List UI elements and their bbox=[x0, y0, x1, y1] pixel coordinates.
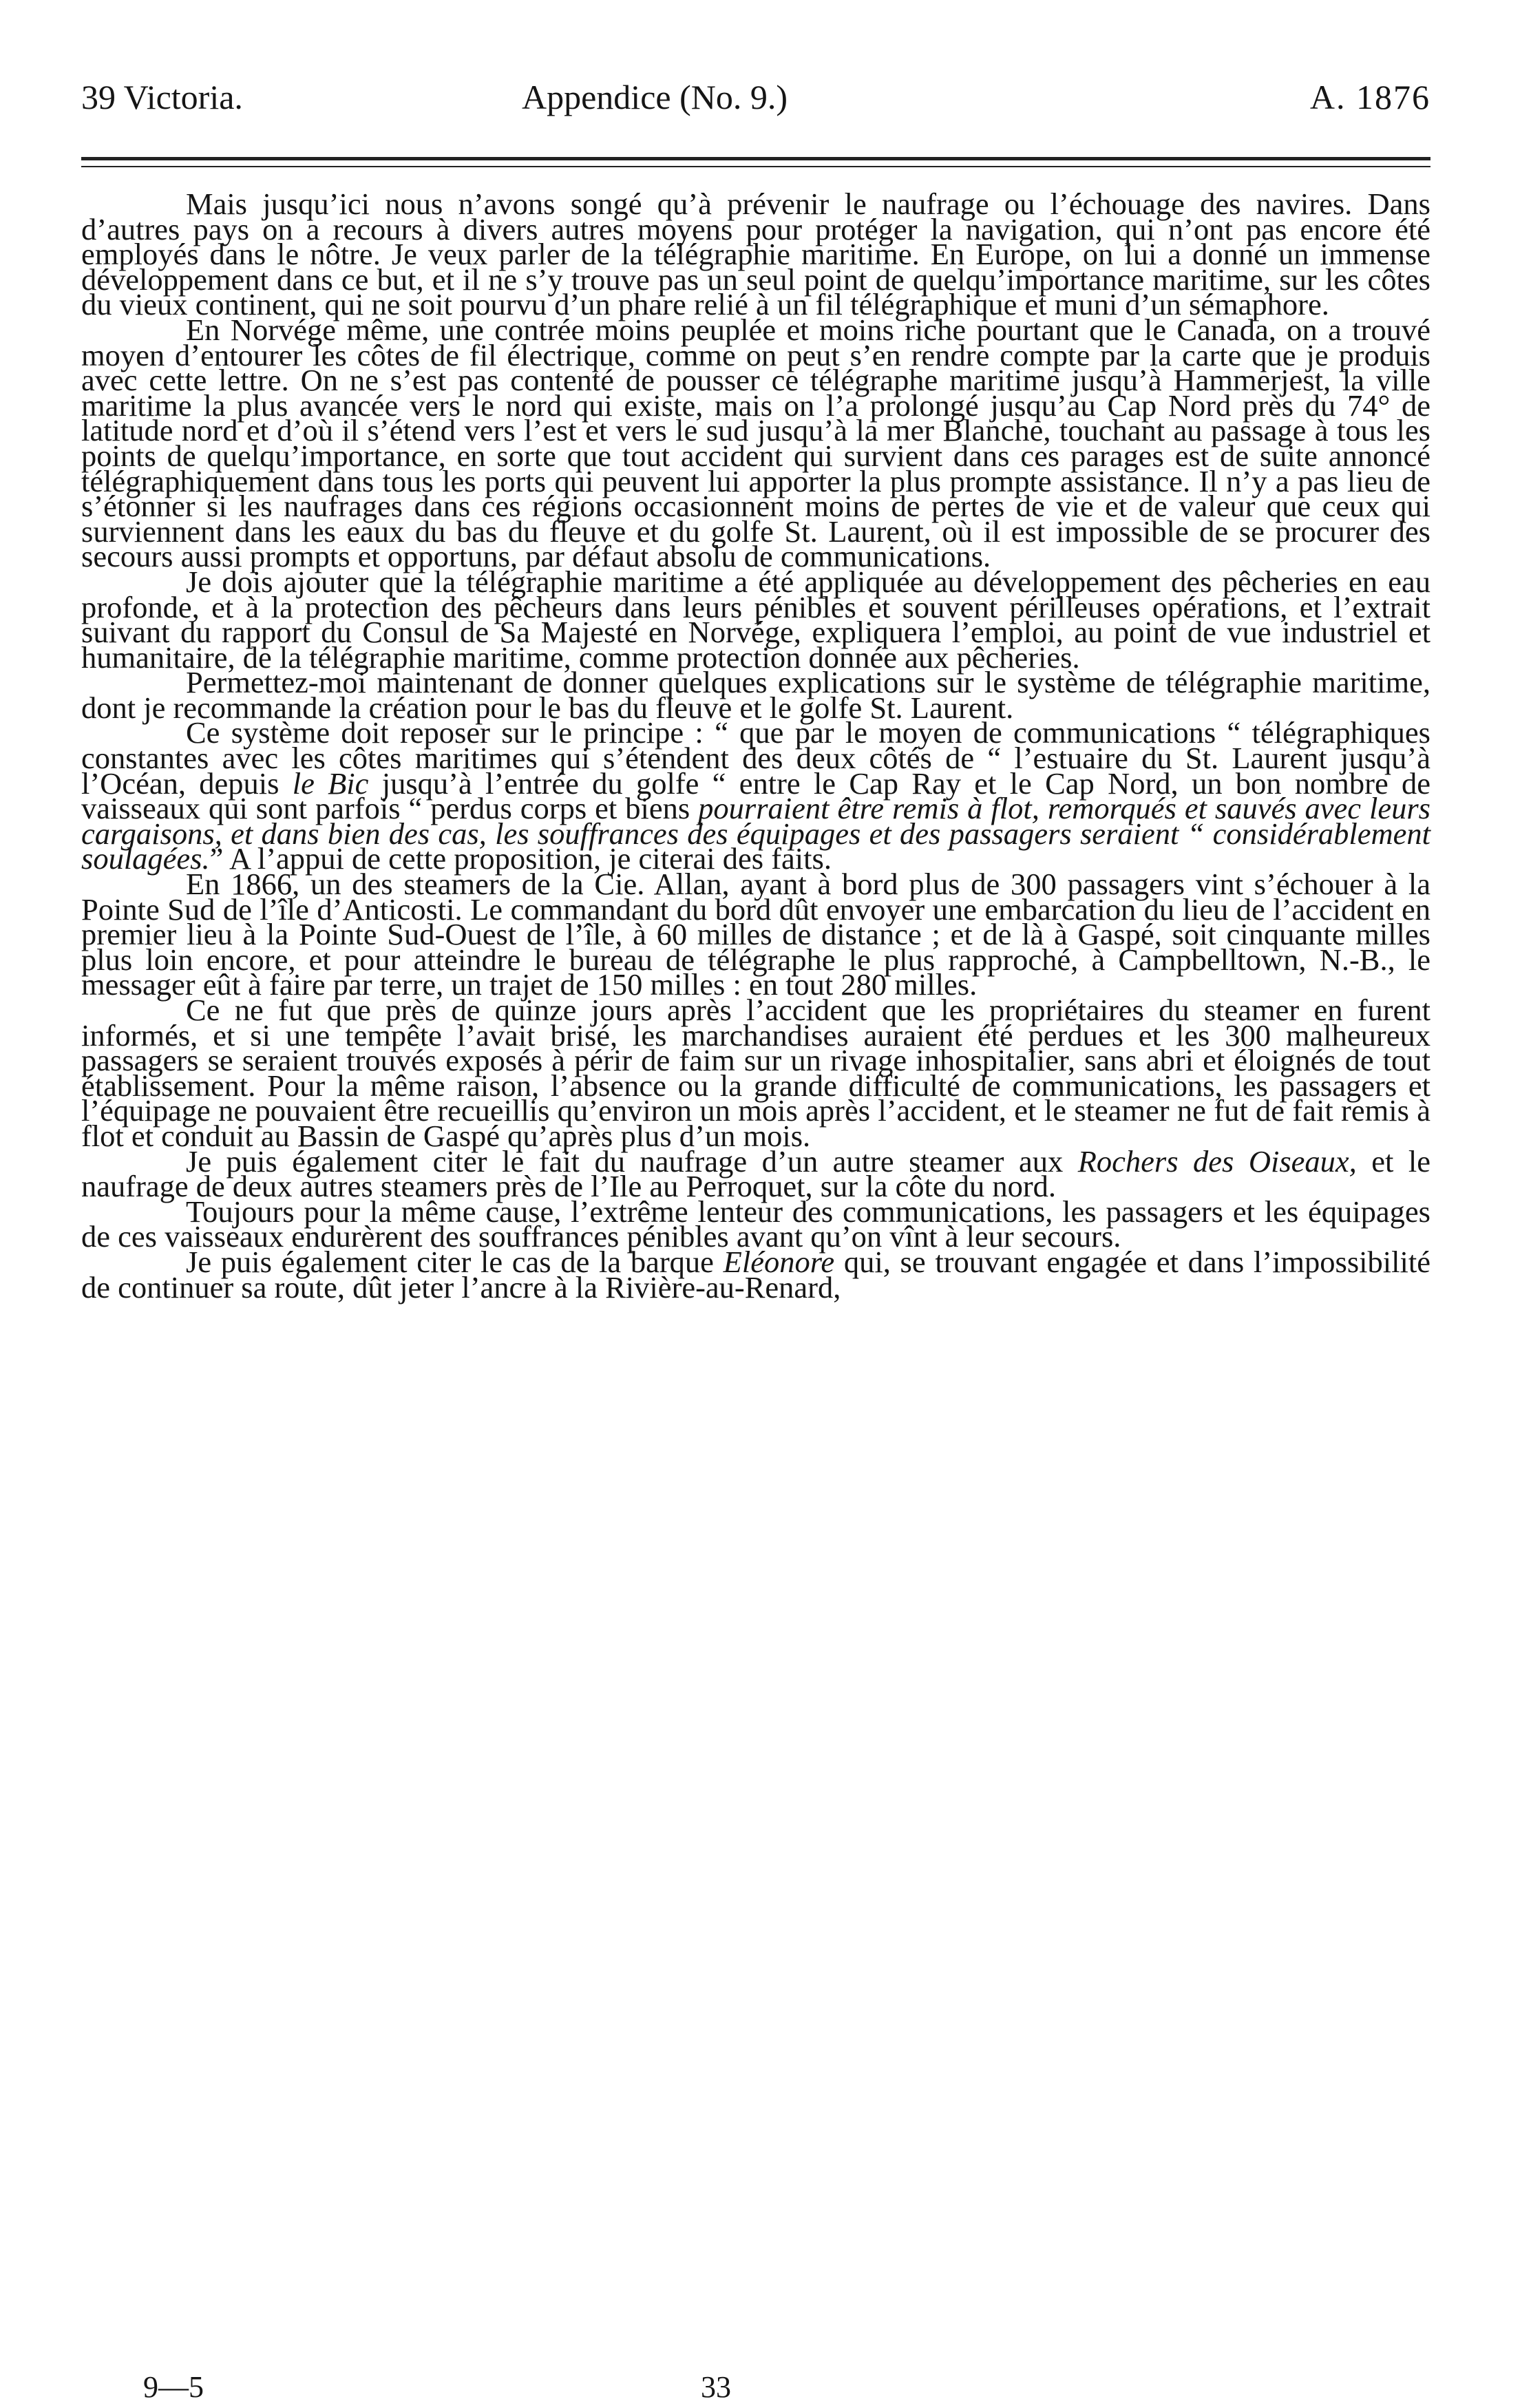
header-rule-thick bbox=[81, 157, 1430, 160]
paragraph: En Norvége même, une contrée moins peuplée et moins riche pourtant que le Canada, on a trouvé moyen d’entourer les côtes de fil électrique, comme on peut s’en rendre compte par la carte que je produis avec cette lettre. On ne s’est pas contenté de pousser ce télégraphe maritime jusqu’à Hammerjest, la ville maritime la plus avancée vers le nord qui existe, mais on l’a prolongé jusqu’au Cap Nord près du 74° de latitude nord et d’où il s’étend vers l’est et vers le sud jusqu’à la mer Blanche, touchant au passage à tous les points de quelqu’importance, en sorte que tout accident qui survient dans ces parages est de suite annoncé télégraphiquement dans tous les ports qui peuvent lui apporter la plus prompte assistance. Il n’y a pas lieu de s’étonner si les naufrages dans ces régions occasionnent moins de pertes de vie et de valeur que ceux qui surviennent dans les eaux du bas du fleuve et du golfe St. Laurent, où il est impossible de se procurer des secours aussi prompts et opportuns, par défaut absolu de communications. bbox=[81, 312, 1430, 574]
paragraph: Mais jusqu’ici nous n’avons songé qu’à prévenir le naufrage ou l’échouage des navires. Dans d’autres pays on a recours à divers autres moyens pour protéger la navigation, qui n’ont pas encore été employés dans le nôtre. Je veux parler de la télégraphie maritime. En Europe, on lui a donné un immense développement dans ce but, et il ne s’y trouve pas un seul point de quelqu’importance maritime, sur les côtes du vieux continent, qui ne soit pourvu d’un phare relié à un fil télégraphique et muni d’un sémaphore. bbox=[81, 187, 1430, 322]
eleonore-tail: qui, se trouvant engagée et dans l’impossibilité de continuer sa route, dût jeter l’ancre à la Rivière-au-Renard, bbox=[81, 1244, 1430, 1305]
principle-italic: pourraient être remis à flot, remorqués et sauvés avec leurs cargaisons, et dans bien des cas, les souffrances des équipages et des passagers seraient “ considérablement soulagées. bbox=[81, 791, 1430, 876]
paragraph: Ce ne fut que près de quinze jours après l’accident que les propriétaires du steamer en furent informés, et si une tempête l’avait brisé, les marchandises auraient été perdues et les 300 malheureux passagers se seraient trouvés exposés à périr de faim sur un rivage inhospitalier, sans abri et éloignés de tout établissement. Pour la même raison, l’absence ou la grande difficulté de communications, les passagers et l’équipage ne pouvaient être recueillis qu’environ un mois après l’accident, et le steamer ne fut de fait remis à flot et conduit au Bassin de Gaspé qu’après plus d’un mois. bbox=[81, 993, 1430, 1153]
principle-tail: ” A l’appui de cette proposition, je citerai des faits. bbox=[209, 841, 832, 876]
principle-paragraph bbox=[81, 715, 1430, 876]
footer-signature: 9—5 bbox=[143, 2370, 204, 2404]
eleonore-paragraph bbox=[81, 1244, 1430, 1305]
rochers-tail: et le naufrage de deux autres steamers près de l’Ile au Perroquet, sur la côte du nord. bbox=[81, 1143, 1431, 1204]
principle-mid: jusqu’à l’entrée du golfe “ entre le Cap Ray et le Cap Nord, un bon nombre de vaisseaux qui sont parfois “ perdus corps et biens bbox=[81, 765, 1430, 826]
page-number: 33 bbox=[701, 2370, 731, 2404]
header-session: 39 Victoria. bbox=[81, 78, 243, 116]
header-title: Appendice (No. 9.) bbox=[522, 78, 788, 116]
paragraph: Je dois ajouter que la télégraphie maritime a été appliquée au développement des pêcheries en eau profonde, et à la protection des pêcheurs dans leurs pénibles et souvent périlleuses opérations, et l’extrait suivant du rapport du Consul de Sa Majesté en Norvége, expliquera l’emploi, au point de vue industriel et humanitaire, de la télégraphie maritime, comme protection donnée aux pêcheries. bbox=[81, 564, 1430, 675]
running-header bbox=[81, 63, 1430, 132]
header-year: A. 1876 bbox=[1309, 78, 1430, 116]
body-text bbox=[81, 187, 1431, 1305]
page-footer bbox=[81, 2369, 1430, 2404]
principle-bic: le Bic bbox=[292, 765, 369, 801]
rochers-italic: Rochers des Oiseaux, bbox=[1077, 1143, 1357, 1179]
eleonore-italic: Eléonore bbox=[723, 1244, 835, 1279]
principle-lead: Ce système doit reposer sur le principe : “ que par le moyen de communications “ télégraphiques constantes avec les côtes maritimes qui s’étendent des deux côtés de “ l’estuaire du St. Laurent jusqu’à l’Océan, depuis bbox=[81, 715, 1430, 801]
paragraph: Toujours pour la même cause, l’extrême lenteur des communications, les passagers et les équipages de ces vaisseaux endurèrent des souffrances pénibles avant qu’on vînt à leur secours. bbox=[81, 1194, 1430, 1254]
eleonore-lead: Je puis également citer le cas de la barque bbox=[186, 1244, 714, 1279]
paragraph: Permettez-moi maintenant de donner quelques explications sur le système de télégraphie maritime, dont je recommande la création pour le bas du fleuve et le golfe St. Laurent. bbox=[81, 665, 1430, 725]
header-rule-thin bbox=[81, 166, 1430, 167]
paragraph: En 1866, un des steamers de la Cie. Allan, ayant à bord plus de 300 passagers vint s’échouer à la Pointe Sud de l’île d’Anticosti. Le commandant du bord dût envoyer une embarcation du lieu de l’accident en premier lieu à la Pointe Sud-Ouest de l’île, à 60 milles de distance ; et de là à Gaspé, soit cinquante milles plus loin encore, et pour atteindre le bureau de télégraphe le plus rapproché, à Campbelltown, N.-B., le messager eût à faire par terre, un trajet de 150 milles : en tout 280 milles. bbox=[81, 867, 1430, 1002]
rochers-lead: Je puis également citer le fait du naufrage d’un autre steamer aux bbox=[186, 1143, 1064, 1179]
rochers-paragraph bbox=[81, 1143, 1431, 1204]
